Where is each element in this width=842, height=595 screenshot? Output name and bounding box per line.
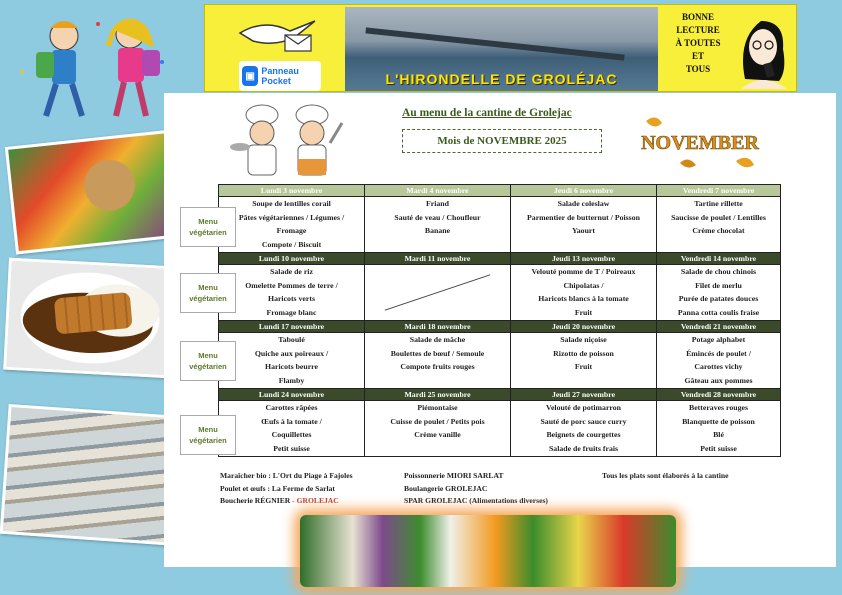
- cutlet-shape: [54, 292, 133, 334]
- day-header: Mardi 4 novembre: [365, 185, 511, 197]
- dish: Coquillettes: [271, 430, 312, 440]
- november-logo-text: NOVEMBER: [641, 132, 759, 154]
- day-menu-cell: [511, 333, 657, 389]
- reading-slogan: [667, 11, 729, 76]
- dish: Fruit: [574, 362, 593, 372]
- dish: Cuisse de poulet / Petits pois: [390, 416, 485, 426]
- dish: Chipolatas /: [563, 280, 604, 290]
- dish: Betteraves rouges: [689, 403, 748, 412]
- dish: Velouté pomme de T / Poireaux: [531, 267, 636, 276]
- lake-photo: [345, 7, 658, 91]
- homemade-note: Tous les plats sont élaborés à la cantine: [602, 471, 729, 480]
- day-menu-cell: [365, 197, 511, 253]
- vegetarian-label-line: végétarien: [189, 228, 227, 237]
- vegetarian-label-line: végétarien: [189, 436, 227, 445]
- day-menu-cell: [365, 401, 511, 457]
- week-menu-row: [219, 265, 781, 321]
- day-menu-cell: [219, 401, 365, 457]
- menu-page: [164, 93, 836, 567]
- vegetarian-label-line: Menu: [198, 425, 218, 434]
- day-menu-cell: [657, 401, 781, 457]
- vegetarian-label-line: végétarien: [189, 362, 227, 371]
- day-header: Mardi 11 novembre: [365, 253, 511, 265]
- dish: Sauté de porc sauce curry: [540, 416, 627, 426]
- dish: Carottes vichy: [694, 362, 743, 372]
- suppliers-list: [220, 470, 353, 508]
- dish: Fromage: [276, 226, 307, 236]
- slogan-line: À TOUTES: [675, 38, 721, 48]
- dish: Omelette Pommes de terre /: [245, 280, 338, 290]
- dish: Petit suisse: [700, 443, 737, 453]
- dish: Saucisse de poulet / Lentilles: [671, 212, 766, 222]
- header-banner: [204, 4, 797, 92]
- dish: Filet de merlu: [695, 280, 742, 290]
- day-menu-cell: [365, 333, 511, 389]
- dish: Piémontaise: [417, 403, 458, 412]
- dish: Purée de patates douces: [678, 294, 759, 304]
- day-header: Lundi 17 novembre: [219, 321, 365, 333]
- pier-shape: [365, 27, 624, 60]
- day-menu-cell: [511, 197, 657, 253]
- dish: Friand: [426, 199, 449, 208]
- dish: Potage alphabet: [691, 335, 746, 344]
- day-menu-cell: [219, 333, 365, 389]
- menu-heading: Au menu de la cantine de Grolejac: [402, 107, 572, 119]
- vegetarian-menu-label: [180, 273, 236, 313]
- dish: Blanquette de poisson: [682, 416, 755, 426]
- week-menu-row: [219, 333, 781, 389]
- suppliers-list: [404, 470, 548, 508]
- newsletter-title: L'HIRONDELLE DE GROLÉJAC: [385, 71, 618, 87]
- dish: Fromage blanc: [266, 307, 317, 317]
- vegetables-banner-photo: [300, 515, 676, 587]
- dish: Pâtes végétariennes / Légumes /: [238, 212, 345, 222]
- fish-photo: [0, 404, 186, 546]
- supplier: [220, 495, 353, 508]
- vegetarian-label-line: Menu: [198, 217, 218, 226]
- dish: Boulettes de bœuf / Semoule: [390, 348, 485, 358]
- week-header-row: [219, 185, 781, 197]
- day-menu-cell: [657, 265, 781, 321]
- dish: Flamby: [278, 375, 305, 385]
- supplier: Boulangerie GROLEJAC: [404, 483, 488, 493]
- day-header: Mardi 25 novembre: [365, 389, 511, 401]
- chefs-illustration: [230, 103, 350, 185]
- day-header: Vendredi 21 novembre: [657, 321, 781, 333]
- slogan-line: BONNE: [681, 12, 714, 22]
- day-header: Lundi 10 novembre: [219, 253, 365, 265]
- dish: Salade de chou chinois: [680, 267, 757, 276]
- dish: Tartine rillette: [694, 199, 743, 208]
- day-header: Jeudi 13 novembre: [511, 253, 657, 265]
- dish: Haricots verts: [268, 294, 315, 304]
- vegetarian-label-line: végétarien: [189, 294, 227, 303]
- swallow-logo-icon: [235, 13, 325, 57]
- dish: Blé: [713, 430, 724, 440]
- day-header: Jeudi 6 novembre: [511, 185, 657, 197]
- dish: Compote / Biscuit: [261, 239, 322, 249]
- dish: Soupe de lentilles corail: [252, 199, 331, 208]
- supplier: Poissonnerie MIORI SARLAT: [404, 471, 504, 480]
- logo-area: [211, 9, 341, 89]
- day-menu-cell: [511, 265, 657, 321]
- dish: Haricots beurre: [265, 362, 318, 372]
- day-header: Lundi 24 novembre: [219, 389, 365, 401]
- supplier-location: - GROLEJAC: [290, 496, 339, 506]
- day-menu-cell: [219, 265, 365, 321]
- day-header: Lundi 3 novembre: [219, 185, 365, 197]
- vegetarian-label-line: Menu: [198, 283, 218, 292]
- november-leaves-logo: [640, 113, 760, 173]
- dish: Salade coleslaw: [557, 199, 610, 208]
- dish: Émincés de poulet /: [686, 348, 751, 358]
- dish: Haricots blancs à la tomate: [538, 294, 629, 304]
- dish: Banane: [424, 226, 451, 236]
- supplier-name: Boucherie RÉGNIER: [220, 496, 291, 506]
- vegetables-photo: [5, 130, 183, 255]
- dish: Panna cotta coulis fraise: [677, 307, 760, 317]
- day-menu-cell: [657, 197, 781, 253]
- strike-line: [365, 265, 510, 320]
- dish: Parmentier de butternut / Poisson: [527, 212, 640, 222]
- panneau-pocket-logo: [239, 61, 321, 91]
- day-menu-cell: [657, 333, 781, 389]
- dish: Velouté de potimarron: [546, 403, 621, 412]
- dish: Yaourt: [572, 226, 595, 236]
- dish: Taboulé: [278, 335, 305, 344]
- dish: Beignets de courgettes: [546, 430, 621, 440]
- day-header: Mardi 18 novembre: [365, 321, 511, 333]
- no-school-cell: [365, 265, 511, 321]
- dish: Œufs à la tomate /: [261, 416, 322, 426]
- week-header-row: [219, 253, 781, 265]
- curry-dish-photo: [3, 258, 177, 379]
- supplier: Maraîcher bio : L'Ort du Piage à Fajoles: [220, 471, 353, 480]
- dish: Rizotto de poisson: [553, 348, 614, 358]
- dish: Salade niçoise: [560, 335, 607, 344]
- dish: Petit suisse: [273, 443, 310, 453]
- slogan-line: LECTURE: [676, 25, 720, 35]
- slogan-line: TOUS: [685, 64, 711, 74]
- week-menu-row: [219, 401, 781, 457]
- vegetarian-label-line: Menu: [198, 351, 218, 360]
- dish: Crème vanille: [414, 430, 461, 440]
- dish: Quiche aux poireaux /: [254, 348, 329, 358]
- day-header: Vendredi 7 novembre: [657, 185, 781, 197]
- menu-month: Mois de NOVEMBRE 2025: [402, 129, 602, 153]
- vegetarian-menu-label: [180, 207, 236, 247]
- day-header: Vendredi 28 novembre: [657, 389, 781, 401]
- dish: Compote fruits rouges: [400, 362, 475, 372]
- week-menu-row: [219, 197, 781, 253]
- woman-reading-icon: [731, 9, 793, 89]
- dish: Salade de fruits frais: [548, 443, 619, 453]
- dish: Gâteau aux pommes: [684, 375, 753, 385]
- kids-with-backpacks-illustration: [12, 12, 182, 130]
- panneau-pocket-icon: ▣: [242, 66, 258, 86]
- day-menu-cell: [219, 197, 365, 253]
- slogan-line: ET: [691, 51, 704, 61]
- week-header-row: [219, 321, 781, 333]
- dish: Carottes râpées: [265, 403, 318, 412]
- day-menu-cell: [511, 401, 657, 457]
- week-header-row: [219, 389, 781, 401]
- dish: Crème chocolat: [692, 226, 745, 236]
- menu-table: [218, 184, 781, 457]
- vegetarian-menu-label: [180, 341, 236, 381]
- supplier: Poulet et œufs : La Ferme de Sarlat: [220, 483, 335, 493]
- dish: Fruit: [574, 307, 593, 317]
- day-header: Vendredi 14 novembre: [657, 253, 781, 265]
- day-header: Jeudi 27 novembre: [511, 389, 657, 401]
- panneau-pocket-text: Panneau Pocket: [261, 66, 299, 86]
- dish: Sauté de veau / Choufleur: [394, 212, 481, 222]
- dish: Salade de riz: [270, 267, 313, 276]
- vegetarian-menu-label: [180, 415, 236, 455]
- supplier: SPAR GROLEJAC (Alimentations diverses): [404, 496, 548, 506]
- day-header: Jeudi 20 novembre: [511, 321, 657, 333]
- dish: Salade de mâche: [409, 335, 466, 344]
